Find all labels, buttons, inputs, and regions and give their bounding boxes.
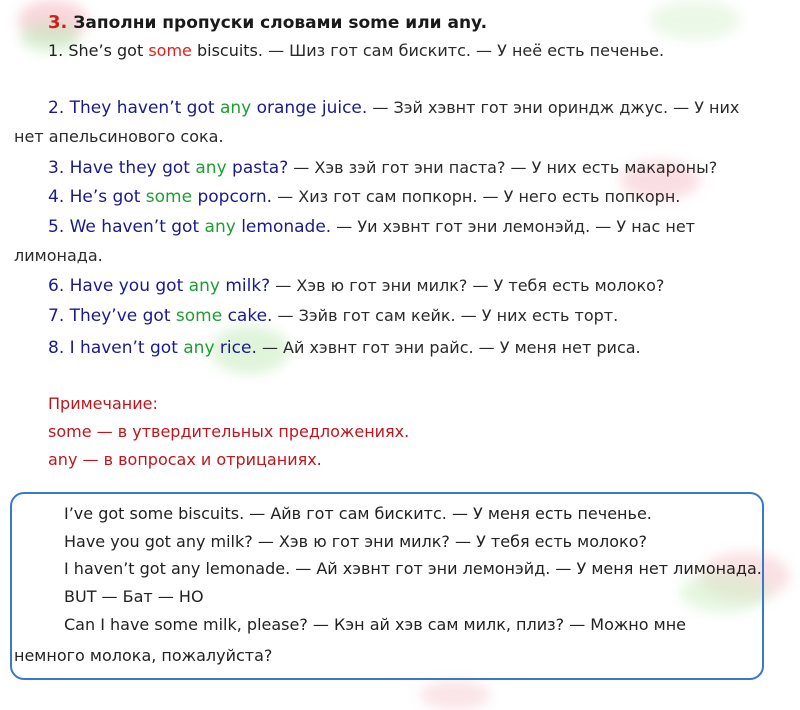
item-2-answer: any xyxy=(219,98,252,118)
item-1-part-b: biscuits. xyxy=(191,41,263,60)
item-8-answer: any xyxy=(183,338,215,358)
list-item xyxy=(48,216,695,238)
item-7-part-b: cake. xyxy=(222,306,273,326)
decor-blob-pink xyxy=(420,680,490,710)
note-some: some — в утвердительных предложениях. xyxy=(48,422,410,441)
note-any: any — в вопросах и отрицаниях. xyxy=(48,450,322,469)
exercise-number: 3. xyxy=(48,12,68,33)
item-2-translation-cont: нет апельсинового сока. xyxy=(14,127,224,146)
list-item xyxy=(48,337,641,359)
item-5-translation: — Уи хэвнт гот эни лемонэйд. — У нас нет xyxy=(331,217,695,236)
example-line-4: BUT — Бат — НО xyxy=(64,587,204,606)
item-8-translation: — Ай хэвнт гот эни райс. — У меня нет риса. xyxy=(256,338,641,357)
item-5-answer: any xyxy=(204,217,236,237)
decor-blob-green xyxy=(650,0,740,40)
item-6-part-a: 6. Have you got xyxy=(48,276,189,296)
item-3-answer: any xyxy=(195,158,227,178)
item-3-translation: — Хэв зэй гот эни паста? — У них есть макароны? xyxy=(288,158,718,177)
list-item xyxy=(48,186,680,208)
item-6-translation: — Хэв ю гот эни милк? — У тебя есть молоко? xyxy=(270,276,665,295)
list-item xyxy=(48,40,664,62)
example-line-5: Can I have some milk, please? — Кэн ай хэв сам милк, плиз? — Можно мне xyxy=(64,615,687,634)
note-heading: Примечание: xyxy=(48,394,158,413)
item-4-part-b: popcorn. xyxy=(192,187,273,207)
item-5-translation-cont: лимонада. xyxy=(14,246,103,265)
item-2-part-a: 2. They haven’t got xyxy=(48,98,220,118)
item-6-part-b: milk? xyxy=(219,276,271,296)
item-5-part-a: 5. We haven’t got xyxy=(48,217,205,237)
item-1-translation: — Шиз гот сам бискитс. — У неё есть печенье. xyxy=(262,41,665,60)
list-item xyxy=(48,157,717,179)
example-line-2: Have you got any milk? — Хэв ю гот эни милк? — У тебя есть молоко? xyxy=(64,532,647,551)
example-line-6: немного молока, пожалуйста? xyxy=(14,646,273,665)
list-item xyxy=(48,275,664,297)
exercise-title: Заполни пропуски словами some или any. xyxy=(73,13,488,33)
item-2-part-b: orange juice. xyxy=(251,98,368,118)
item-4-part-a: 4. He’s got xyxy=(48,187,146,207)
item-1-answer: some xyxy=(148,41,192,60)
item-6-answer: any xyxy=(188,276,220,296)
example-line-1: I’ve got some biscuits. — Айв гот сам бискитс. — У меня есть печенье. xyxy=(64,504,652,523)
item-7-part-a: 7. They’ve got xyxy=(48,306,176,326)
example-line-3: I haven’t got any lemonade. — Ай хэвнт гот эни лемонэйд. — У меня нет лимонада. xyxy=(64,559,762,578)
item-2-translation: — Зэй хэвнт гот эни ориндж джус. — У них xyxy=(367,98,740,117)
item-7-answer: some xyxy=(175,306,223,326)
list-item xyxy=(48,305,618,327)
item-4-answer: some xyxy=(145,187,193,207)
list-item xyxy=(48,97,739,119)
item-5-part-b: lemonade. xyxy=(235,217,332,237)
item-4-translation: — Хиз гот сам попкорн. — У него есть попкорн. xyxy=(272,187,681,206)
exercise-header xyxy=(48,12,487,34)
item-8-part-b: rice. xyxy=(214,338,257,358)
item-3-part-b: pasta? xyxy=(226,158,289,178)
item-3-part-a: 3. Have they got xyxy=(48,158,196,178)
item-7-translation: — Зэйв гот сам кейк. — У них есть торт. xyxy=(272,306,619,325)
item-1-part-a: 1. She’s got xyxy=(48,41,149,60)
item-8-part-a: 8. I haven’t got xyxy=(48,338,184,358)
